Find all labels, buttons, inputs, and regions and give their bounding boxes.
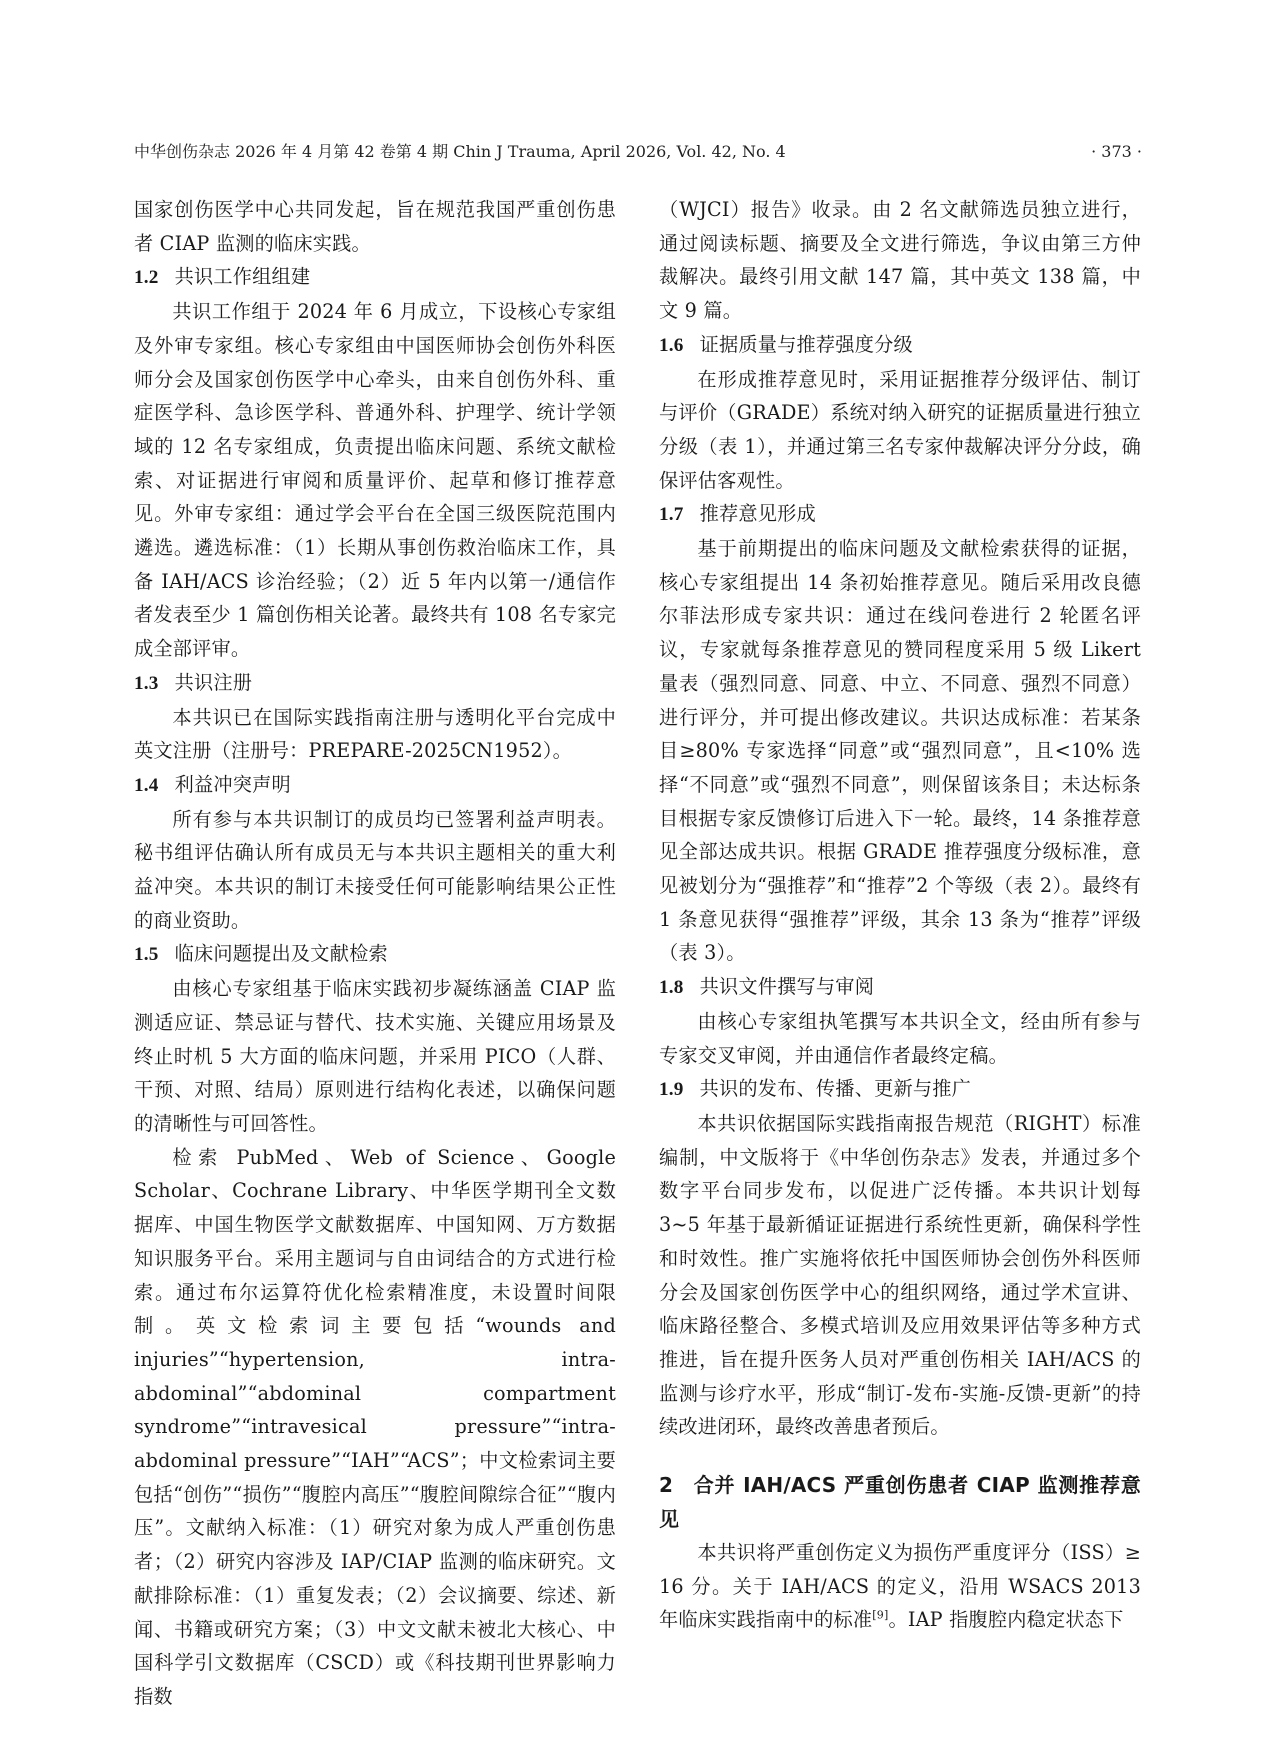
section-heading-1-6 (659, 328, 1141, 363)
left-column (134, 193, 616, 1714)
paragraph: 国家创伤医学中心共同发起，旨在规范我国严重创伤患者 CIAP 监测的临床实践。 (134, 198, 616, 255)
section-title: 共识注册 (174, 670, 253, 694)
section-title: 利益冲突声明 (174, 772, 291, 796)
section-title: 共识工作组组建 (174, 265, 311, 289)
paragraph-text: 。IAP 指腹腔内稳定状态下 (888, 1608, 1124, 1632)
paragraph: 共识工作组于 2024 年 6 月成立，下设核心专家组及外审专家组。核心专家组由中国医师协会创伤外科医师分会及国家创伤医学中心牵头，由来自创伤外科、重症医学科、急诊医学科、普通外科、护理学、统计学领域的 12 名专家组成，负责提出临床问题、系统文献检索、对证据进行审阅和质量评价、起草和修订推荐意见。外审专家组：通过学会平台在全国三级医院范围内遴选。遴选标准：（1）长期从事创伤救治临床工作，具备 IAH/ACS 诊治经验；（2）近 5 年内以第一/通信作者发表至少 1 篇创伤相关论著。最终共有 108 名专家完成全部评审。 (134, 300, 616, 661)
section-number: 1.4 (134, 774, 159, 796)
journal-citation-line: 中华创伤杂志 2026 年 4 月第 42 卷第 4 期 Chin J Trauma, April 2026, Vol. 42, No. 4 (134, 142, 786, 161)
running-header (134, 140, 1142, 164)
paragraph: 本共识已在国际实践指南注册与透明化平台完成中英文注册（注册号：PREPARE-2025CN1952）。 (134, 705, 616, 763)
reference-citation[interactable]: [9] (872, 1609, 889, 1623)
section-heading-1-9 (659, 1072, 1141, 1107)
section-number: 1.5 (134, 944, 159, 966)
right-column (659, 193, 1141, 1637)
paragraph: 基于前期提出的临床问题及文献检索获得的证据，核心专家组提出 14 条初始推荐意见。随后采用改良德尔菲法形成专家共识：通过在线问卷进行 2 轮匿名评议，专家就每条推荐意见的赞同程度采用 5 级 Likert 量表（强烈同意、同意、中立、不同意、强烈不同意）进行评分，并可提出修改建议。共识达成标准：若某条目≥80% 专家选择“同意”或“强烈同意”，且<10% 选择“不同意”或“强烈不同意”，则保留该条目；未达标条目根据专家反馈修订后进入下一轮。最终，14 条推荐意见全部达成共识。根据 GRADE 推荐强度分级标准，意见被划分为“强推荐”和“推荐”2 个等级（表 2）。最终有 1 条意见获得“强推荐”评级，其余 13 条为“推荐”评级（表 3）。 (659, 537, 1141, 965)
section-number: 1.9 (659, 1079, 684, 1101)
section-number: 1.6 (659, 334, 684, 356)
paragraph: 在形成推荐意见时，采用证据推荐分级评估、制订与评价（GRADE）系统对纳入研究的证据质量进行独立分级（表 1），并通过第三名专家仲裁解决评分分歧，确保评估客观性。 (659, 367, 1141, 492)
section-number: 2 (659, 1473, 674, 1498)
section-heading-1-5 (134, 937, 616, 972)
paragraph: 检索 PubMed、Web of Science、Google Scholar、Cochrane Library、中华医学期刊全文数据库、中国生物医学文献数据库、中国知网、万方数据知识服务平台。采用主题词与自由词结合的方式进行检索。通过布尔运算符优化检索精准度，未设置时间限制。英文检索词主要包括“wounds and injuries”“hypertension, intra-abdominal”“abdominal compartment syndrome”“intravesical pressure”“intra-abdominal pressure”“IAH”“ACS”；中文检索词主要包括“创伤”“损伤”“腹腔内高压”“腹腔间隙综合征”“腹内压”。文献纳入标准：（1）研究对象为成人严重创伤患者；（2）研究内容涉及 IAP/CIAP 监测的临床研究。文献排除标准：（1）重复发表；（2）会议摘要、综述、新闻、书籍或研究方案；（3）中文文献未被北大核心、中国科学引文数据库（CSCD）或《科技期刊世界影响力指数 (134, 1145, 616, 1708)
section-heading-1-7 (659, 497, 1141, 532)
section-title: 推荐意见形成 (699, 502, 816, 526)
section-number: 1.8 (659, 977, 684, 999)
section-heading-1-8 (659, 970, 1141, 1005)
paragraph: 本共识依据国际实践指南报告规范（RIGHT）标准编制，中文版将于《中华创伤杂志》发表，并通过多个数字平台同步发布，以促进广泛传播。本共识计划每 3~5 年基于最新循证证据进行系统性更新，确保科学性和时效性。推广实施将依托中国医师协会创伤外科医师分会及国家创伤医学中心的组织网络，通过学术宣讲、临床路径整合、多模式培训及应用效果评估等多种方式推进，旨在提升医务人员对严重创伤相关 IAH/ACS 的监测与诊疗水平，形成“制订-发布-实施-反馈-更新”的持续改进闭环，最终改善患者预后。 (659, 1111, 1141, 1439)
section-title: 证据质量与推荐强度分级 (699, 332, 913, 356)
paragraph (659, 1536, 1141, 1637)
section-heading-1-3 (134, 666, 616, 701)
section-title: 临床问题提出及文献检索 (174, 942, 388, 966)
section-heading-1-4 (134, 768, 616, 803)
section-title: 共识的发布、传播、更新与推广 (699, 1077, 972, 1101)
section-number: 1.2 (134, 267, 159, 289)
section-number: 1.7 (659, 504, 684, 526)
paragraph: （WJCI）报告》收录。由 2 名文献筛选员独立进行，通过阅读标题、摘要及全文进行筛选，争议由第三方仲裁解决。最终引用文献 147 篇，其中英文 138 篇，中文 9 篇。 (659, 198, 1141, 323)
section-title: 合并 IAH/ACS 严重创伤患者 CIAP 监测推荐意见 (659, 1473, 1141, 1532)
section-number: 1.3 (134, 672, 159, 694)
paragraph: 由核心专家组执笔撰写本共识全文，经由所有参与专家交叉审阅，并由通信作者最终定稿。 (659, 1009, 1141, 1067)
section-heading-1-2 (134, 260, 616, 295)
paragraph: 所有参与本共识制订的成员均已签署利益声明表。秘书组评估确认所有成员无与本共识主题相关的重大利益冲突。本共识的制订未接受任何可能影响结果公正性的商业资助。 (134, 807, 616, 932)
page-number: · 373 · (1091, 142, 1142, 161)
section-heading-2 (659, 1468, 1141, 1536)
paragraph-text: 本共识将严重创伤定义为损伤严重度评分（ISS）≥ 16 分。关于 IAH/ACS 的定义，沿用 WSACS 2013 年临床实践指南中的标准 (659, 1541, 1141, 1632)
section-title: 共识文件撰写与审阅 (699, 975, 875, 999)
paragraph: 由核心专家组基于临床实践初步凝练涵盖 CIAP 监测适应证、禁忌证与替代、技术实施、关键应用场景及终止时机 5 大方面的临床问题，并采用 PICO（人群、干预、对照、结局）原则进行结构化表述，以确保问题的清晰性与可回答性。 (134, 977, 616, 1135)
